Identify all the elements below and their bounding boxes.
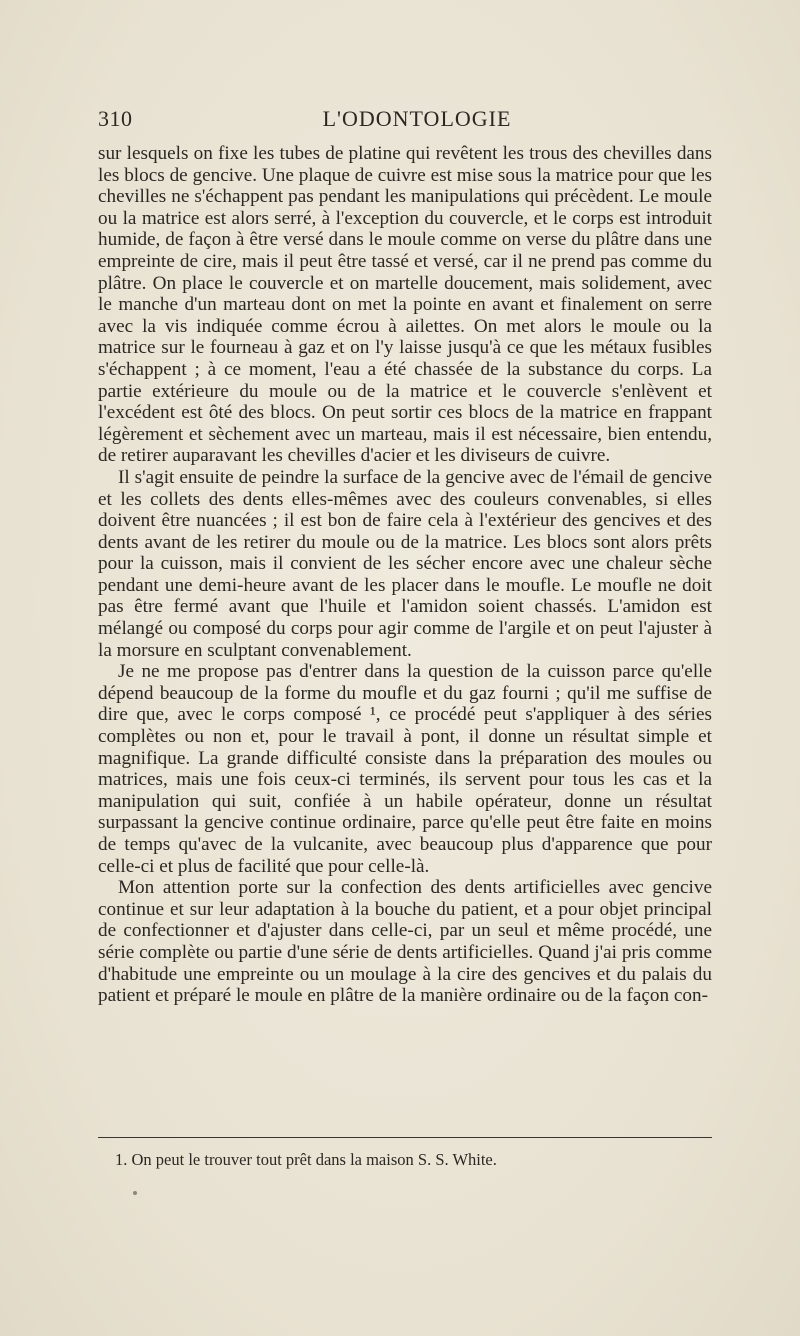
paragraph-3: Je ne me propose pas d'entrer dans la question de la cuisson parce qu'elle dépend beaucoup de la forme du moufle et du gaz fourni ; qu'il me suffise de dire que, avec le corps composé ¹, ce procédé peut s'appliquer à des séries complètes ou non et, pour le travail à pont, il donne un résultat simple et magnifique. La grande difficulté consiste dans la préparation des moules ou matrices, mais une fois ceux-ci terminés, ils servent pour tous les cas et la manipulation qui suit, confiée à un habile opérateur, donne un résultat surpassant la gencive continue ordinaire, parce qu'elle peut être faite en moins de temps qu'avec de la vulcanite, avec beaucoup plus d'apparence que pour celle-ci et plus de facilité que pour celle-là. [98,661,712,877]
paragraph-4: Mon attention porte sur la confection des dents artificielles avec gencive continue et sur leur adaptation à la bouche du patient, et a pour objet principal de confectionner et d'ajuster dans celle-ci, par un seul et même procédé, une série complète ou partie d'une série de dents artificielles. Quand j'ai pris comme d'habitude une empreinte ou un moulage à la cire des gencives et du palais du patient et préparé le moule en plâtre de la manière ordinaire ou de la façon con- [98,877,712,1007]
page-number: 310 [98,106,133,131]
page-header [98,106,712,136]
ink-speck [133,1191,137,1195]
paragraph-2: Il s'agit ensuite de peindre la surface de la gencive avec de l'émail de gencive et les collets des dents elles-mêmes avec des couleurs convenables, si elles doivent être nuancées ; il est bon de faire cela à l'extérieur des gencives et des dents avant de les retirer du moule ou de la matrice. Les blocs sont alors prêts pour la cuisson, mais il convient de les sécher encore avec une chaleur sèche pendant une demi-heure avant de les placer dans le moufle. Le moufle ne doit pas être fermé avant que l'huile et l'amidon soient chassés. L'amidon est mélangé ou composé du corps pour agir comme de l'argile et on peut l'ajuster à la morsure en sculptant convenablement. [98,466,712,661]
footnote: 1. On peut le trouver tout prêt dans la maison S. S. White. [115,1150,497,1169]
paragraph-1: sur lesquels on fixe les tubes de platine qui revêtent les trous des chevilles dans les blocs de gencive. Une plaque de cuivre est mise sous la matrice pour que les chevilles ne s'échappent pas pendant les manipulations qui précèdent. Le moule ou la matrice est alors serré, à l'exception du couvercle, et le corps est introduit humide, de façon à être versé dans le moule comme on verse du plâtre dans une empreinte de cire, mais il peut être tassé et versé, car il ne prend pas comme du plâtre. On place le couvercle et on martelle doucement, mais solidement, avec le manche d'un marteau dont on met la pointe en avant et finalement on serre avec la vis indiquée comme écrou à ailettes. On met alors le moule ou la matrice sur le fourneau à gaz et on l'y laisse jusqu'à ce que les métaux fusibles s'échappent ; à ce moment, l'eau a été chassée de la substance du corps. La partie extérieure du moule ou de la matrice et le couvercle s'enlèvent et l'excédent est ôté des blocs. On peut sortir ces blocs de la matrice en frappant légèrement et sèchement avec un marteau, mais il est nécessaire, bien entendu, de retirer auparavant les chevilles d'acier et les diviseurs de cuivre. [98,143,712,467]
body-text [98,143,712,1007]
footnote-divider [98,1137,712,1138]
running-title: L'ODONTOLOGIE [322,106,512,131]
